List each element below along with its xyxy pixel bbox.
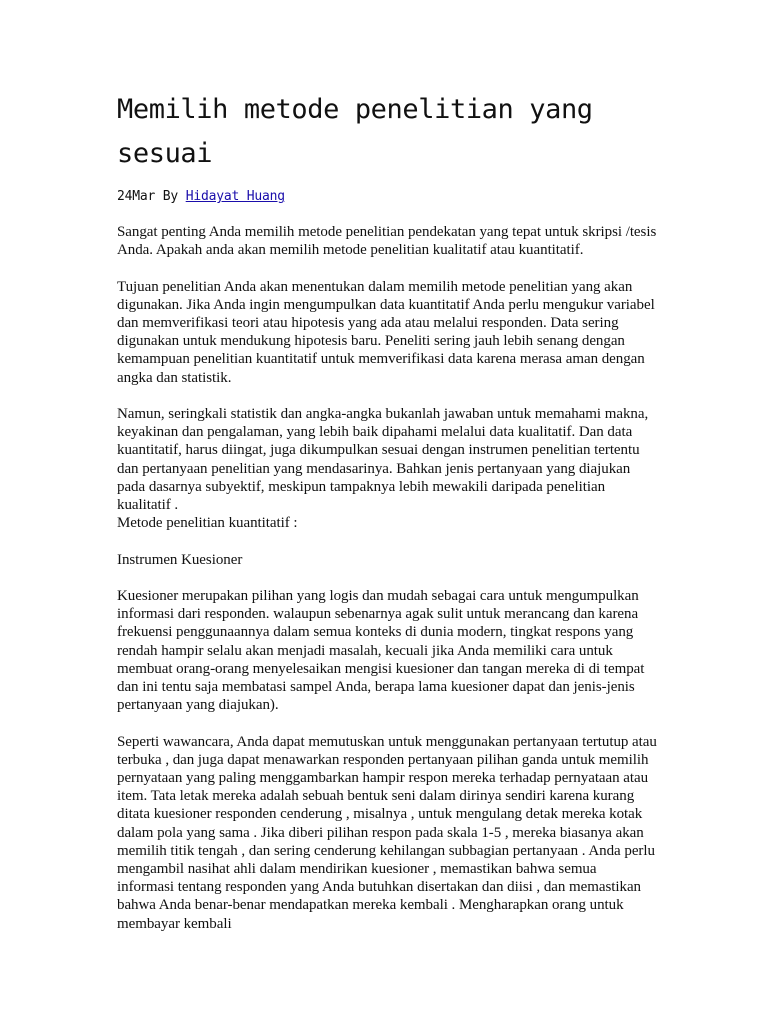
- article-body: [117, 223, 657, 933]
- paragraph-questionnaire: Kuesioner merupakan pilihan yang logis dan mudah sebagai cara untuk mengumpulkan informasi dari responden. walaupun sebenarnya agak sulit untuk merancang dan karena frekuensi penggunaannya dalam semua konteks di dunia modern, tingkat respons yang rendah hampir selalu akan menjadi masalah, kecuali jika Anda memiliki cara untuk membuat orang-orang menyelesaikan mengisi kuesioner dan tangan mereka di di tempat dan ini tentu saja membatasi sampel Anda, berapa lama kuesioner dapat dan jenis-jenis pertanyaan yang diajukan).: [117, 588, 645, 714]
- paragraph-intro: Sangat penting Anda memilih metode penelitian pendekatan yang tepat untuk skripsi /tesis Anda. Apakah anda akan memilih metode penelitian kualitatif atau kuantitatif.: [117, 224, 657, 259]
- article: [117, 88, 657, 951]
- paragraph-statistics: Namun, seringkali statistik dan angka-angka bukanlah jawaban untuk memahami makna, keyakinan dan pengalaman, yang lebih baik dipahami melalui data kualitatif. Dan data kuantitatif, harus diingat, juga dikumpulkan sesuai dengan instrumen penelitian tertentu dan pertanyaan penelitian yang mendasarinya. Bahkan jenis pertanyaan yang diajukan pada dasarnya subyektif, meskipun tampaknya lebih mewakili daripada penelitian kualitatif .: [117, 406, 649, 514]
- article-date: 24Mar: [117, 189, 156, 204]
- by-label: By: [162, 189, 179, 204]
- author-link[interactable]: Hidayat Huang: [185, 189, 285, 204]
- section-heading-questionnaire: Instrumen Kuesioner: [117, 551, 243, 568]
- paragraph-interview: Seperti wawancara, Anda dapat memutuskan untuk menggunakan pertanyaan tertutup atau terbuka , dan juga dapat menawarkan responden pertanyaan pilihan ganda untuk memilih pernyataan yang paling menggambarkan hampir respon mereka terhadap pernyataan atau item. Tata letak mereka adalah sebuah bentuk seni dalam dirinya sendiri karena kurang ditata kuesioner responden cenderung , misalnya , untuk mengulang detak mereka kotak dalam pola yang sama . Jika diberi pilihan respon pada skala 1-5 , mereka biasanya akan memilih titik tengah , dan sering cenderung kehilangan subbagian pertanyaan . Anda perlu mengambil nasihat ahli dalam mendirikan kuesioner , memastikan bahwa semua informasi tentang responden yang Anda butuhkan disertakan dan diisi , dan memastikan bahwa Anda benar-benar mendapatkan mereka kembali . Mengharapkan orang untuk membayar kembali: [117, 733, 657, 932]
- article-meta: [117, 188, 657, 206]
- paragraph-purpose: Tujuan penelitian Anda akan menentukan dalam memilih metode penelitian yang akan digunakan. Jika Anda ingin mengumpulkan data kuantitatif Anda perlu mengukur variabel dan memverifikasi teori atau hipotesis yang ada atau melalui responden. Data sering digunakan untuk mendukung hipotesis baru. Peneliti sering jauh lebih senang dengan kemampuan penelitian kuantitatif untuk memverifikasi data karena merasa aman dengan angka dan statistik.: [117, 278, 655, 386]
- section-heading-quantitative: Metode penelitian kuantitatif :: [117, 515, 298, 532]
- article-title: Memilih metode penelitian yang sesuai: [117, 94, 593, 169]
